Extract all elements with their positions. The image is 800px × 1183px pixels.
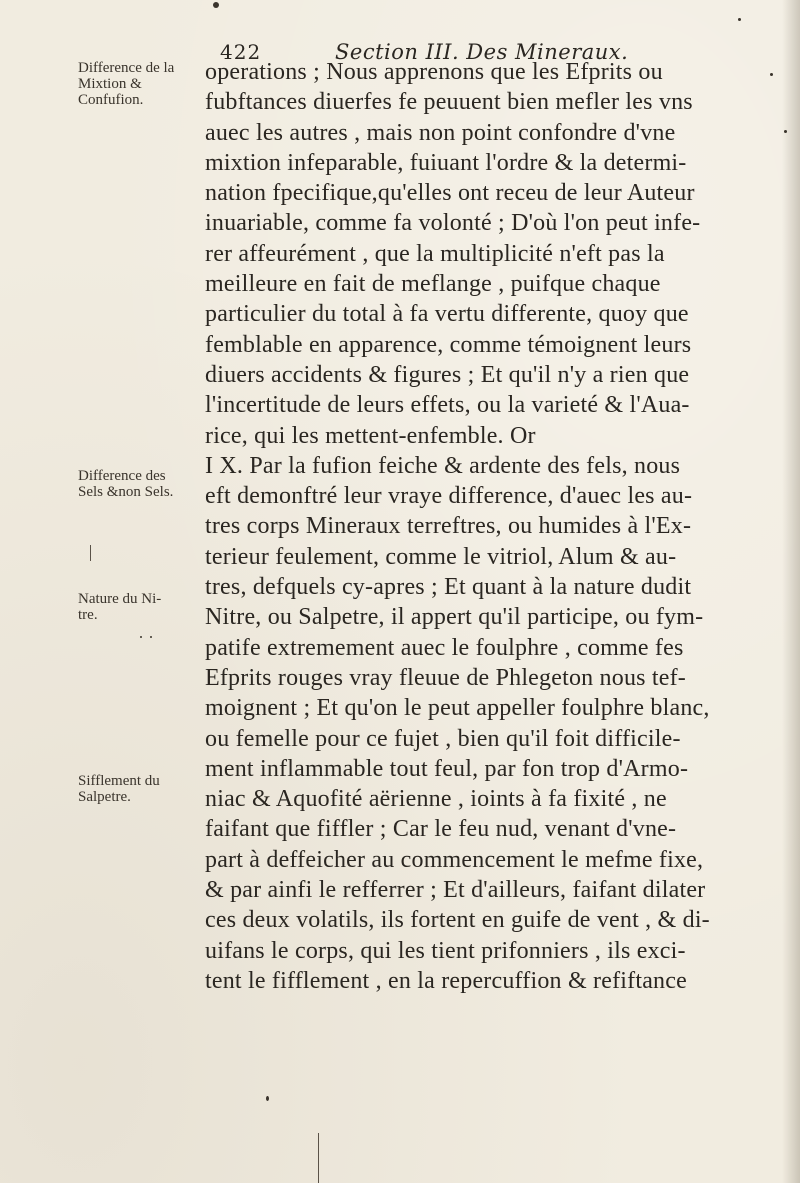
text-line: ou femelle pour ce fujet , bien qu'il foit difficile- (205, 725, 681, 752)
text-line: Nitre, ou Salpetre, il appert qu'il participe, ou fym- (205, 604, 704, 631)
margin-note-line: Difference des (78, 468, 166, 484)
text-line: & par ainfi le refferrer ; Et d'ailleurs, faifant dilater (205, 877, 706, 904)
text-line: Efprits rouges vray fleuue de Phlegeton nous tef- (205, 664, 686, 691)
margin-note-nitre (78, 591, 208, 623)
text-line: ces deux volatils, ils fortent en guife de vent , & di- (205, 907, 710, 934)
text-line: inuariable, comme fa volonté ; D'où l'on peut infe- (205, 210, 701, 237)
page-number: 422 (220, 40, 262, 64)
text-line: rer affeurément , que la multiplicité n'eft pas la (205, 240, 665, 267)
text-line: nation fpecifique,qu'elles ont receu de leur Auteur (205, 180, 695, 207)
text-line: diuers accidents & figures ; Et qu'il n'y a rien que (205, 361, 690, 388)
body-text (205, 57, 775, 996)
ink-speck (150, 636, 152, 638)
text-line: patife extremement auec le foulphre , comme fes (205, 634, 684, 661)
ink-speck (784, 130, 787, 133)
margin-note-line: tre. (78, 607, 98, 623)
text-line: l'incertitude de leurs effets, ou la varieté & l'Aua- (205, 392, 690, 419)
ink-speck (213, 2, 219, 8)
text-line: faifant que fiffler ; Car le feu nud, venant d'vne- (205, 816, 677, 843)
margin-note-line: Confufion. (78, 92, 144, 108)
text-line: particulier du total à fa vertu differente, quoy que (205, 301, 689, 328)
margin-note-line: Sels &non Sels. (78, 484, 174, 500)
margin-note-sifflement (78, 773, 208, 805)
text-line: uifans le corps, qui les tient prifonniers , ils exci- (205, 937, 686, 964)
margin-note-line: Difference de la (78, 60, 175, 76)
text-line: tres, defquels cy-apres ; Et quant à la nature dudit (205, 574, 692, 601)
text-line: operations ; Nous apprenons que les Efprits ou (205, 59, 663, 85)
margin-note-sels (78, 468, 208, 500)
margin-note-line: Nature du Ni- (78, 591, 162, 607)
page-edge-shadow (782, 0, 800, 1183)
ink-speck (266, 1096, 269, 1101)
text-line: I X. Par la fufion feiche & ardente des fels, nous (205, 452, 681, 479)
text-line: femblable en apparence, comme témoignent leurs (205, 331, 692, 358)
text-line: tent le fifflement , en la repercuffion & refiftance (205, 967, 687, 994)
ink-speck (770, 73, 773, 76)
text-line: meilleure en fait de meflange , puifque chaque (205, 271, 661, 298)
ink-speck (738, 18, 741, 21)
text-line: fubftances diuerfes fe peuuent bien mefler les vns (205, 89, 693, 116)
text-line: terieur feulement, comme le vitriol, Alum & au- (205, 543, 677, 570)
ink-speck (140, 636, 142, 638)
text-line: part à deffeicher au commencement le mefme fixe, (205, 846, 704, 873)
text-line: auec les autres , mais non point confondre d'vne (205, 119, 676, 146)
margin-note-line: Salpetre. (78, 789, 131, 805)
text-line: tres corps Mineraux terreftres, ou humides à l'Ex- (205, 513, 692, 540)
text-line: ment inflammable tout feul, par fon trop d'Armo- (205, 755, 689, 782)
text-line: rice, qui les mettent-enfemble. Or (205, 422, 536, 449)
text-line: moignent ; Et qu'on le peut appeller foulphre blanc, (205, 695, 710, 722)
text-line: niac & Aquofité aërienne , ioints à fa fixité , ne (205, 786, 667, 813)
margin-note-line: Mixtion & (78, 76, 142, 92)
margin-note-line: Sifflement du (78, 773, 160, 789)
text-line: eft demonftré leur vraye difference, d'auec les au- (205, 483, 693, 510)
running-head: Section III. Des Mineraux. (335, 40, 629, 64)
ink-stroke (318, 1133, 319, 1183)
text-line: mixtion infeparable, fuiuant l'ordre & la determi- (205, 149, 687, 176)
ink-stroke (90, 545, 91, 561)
margin-note-mixtion (78, 60, 208, 108)
